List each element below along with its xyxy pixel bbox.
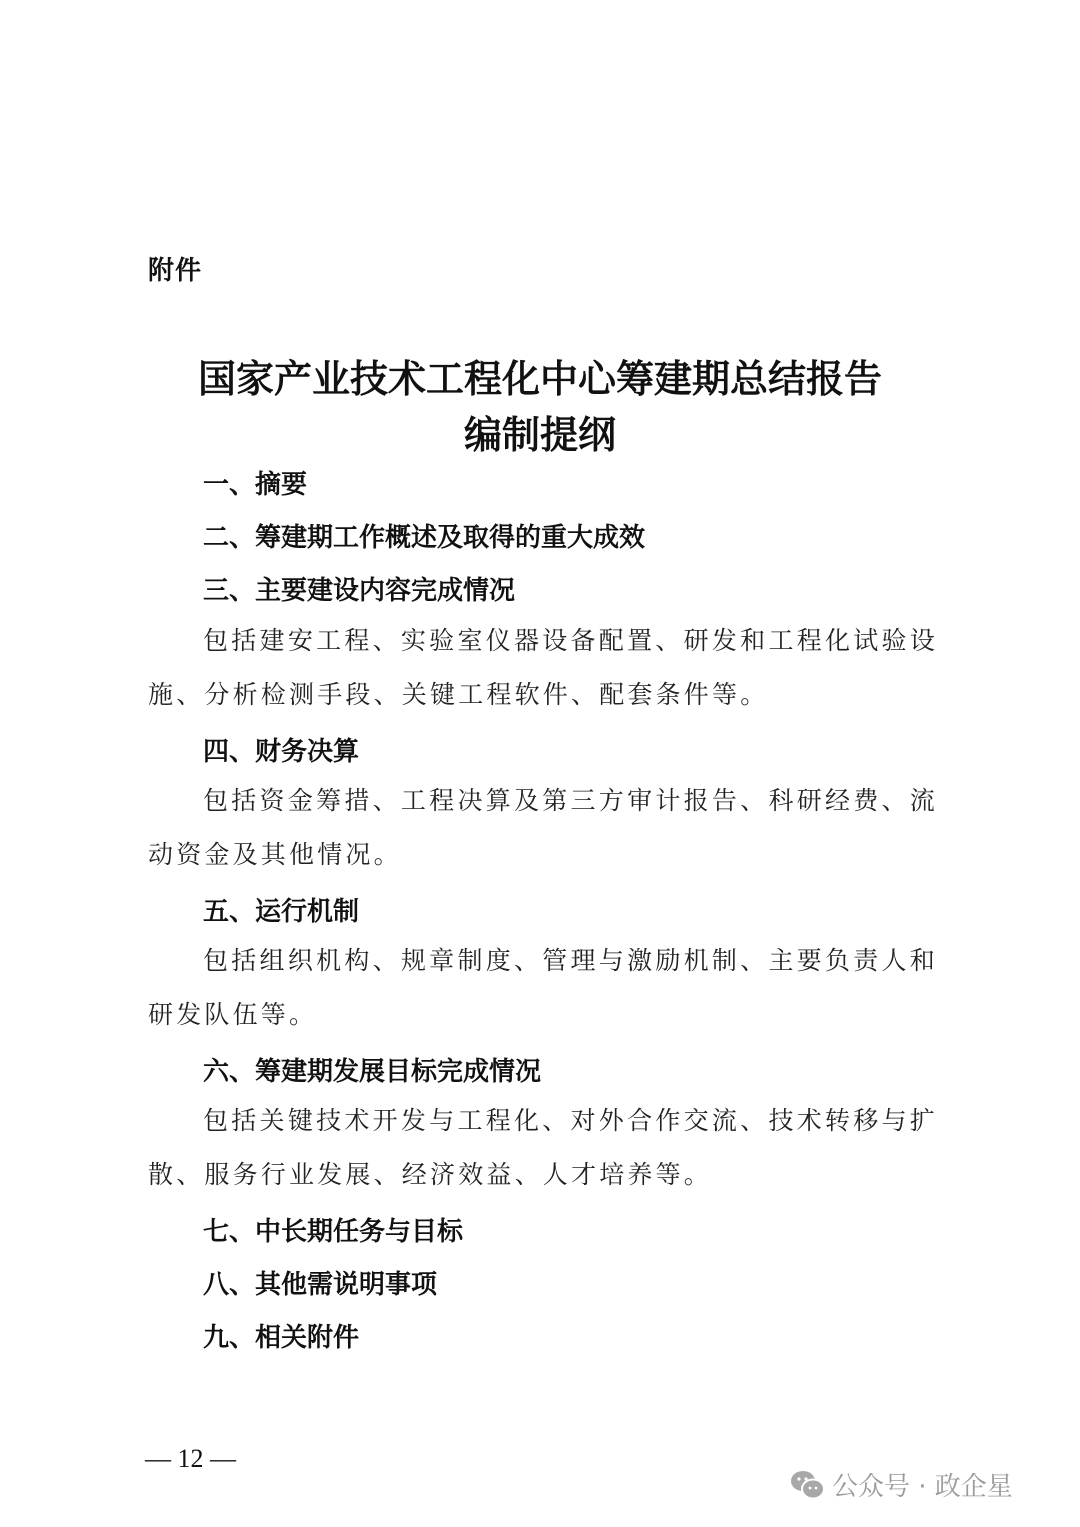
section-body-6: 包括关键技术开发与工程化、对外合作交流、技术转移与扩散、服务行业发展、经济效益、人才培养等。 <box>148 1106 938 1189</box>
section-heading-9: 九、相关附件 <box>203 1323 360 1353</box>
section-heading-6: 六、筹建期发展目标完成情况 <box>203 1057 542 1087</box>
section-body-5: 包括组织机构、规章制度、管理与激励机制、主要负责人和研发队伍等。 <box>148 946 938 1029</box>
watermark <box>790 1466 1013 1503</box>
section-heading-3: 三、主要建设内容完成情况 <box>203 576 516 606</box>
section-heading-4: 四、财务决算 <box>203 737 360 767</box>
section-body-3: 包括建安工程、实验室仪器设备配置、研发和工程化试验设施、分析检测手段、关键工程软件、配套条件等。 <box>148 626 938 709</box>
wechat-icon <box>790 1469 826 1501</box>
section-heading-1: 一、摘要 <box>203 470 308 500</box>
document-title-line1: 国家产业技术工程化中心筹建期总结报告 <box>197 356 882 401</box>
section-body-4: 包括资金筹措、工程决算及第三方审计报告、科研经费、流动资金及其他情况。 <box>148 786 938 869</box>
section-heading-8: 八、其他需说明事项 <box>203 1270 438 1300</box>
document-title-line2: 编制提纲 <box>463 412 616 457</box>
watermark-text: 公众号 · 政企星 <box>832 1472 1013 1502</box>
section-heading-5: 五、运行机制 <box>203 897 360 927</box>
section-heading-2: 二、筹建期工作概述及取得的重大成效 <box>203 523 646 553</box>
attachment-label: 附件 <box>148 256 203 286</box>
section-heading-7: 七、中长期任务与目标 <box>203 1217 464 1247</box>
page-number: — 12 — <box>145 1444 236 1473</box>
